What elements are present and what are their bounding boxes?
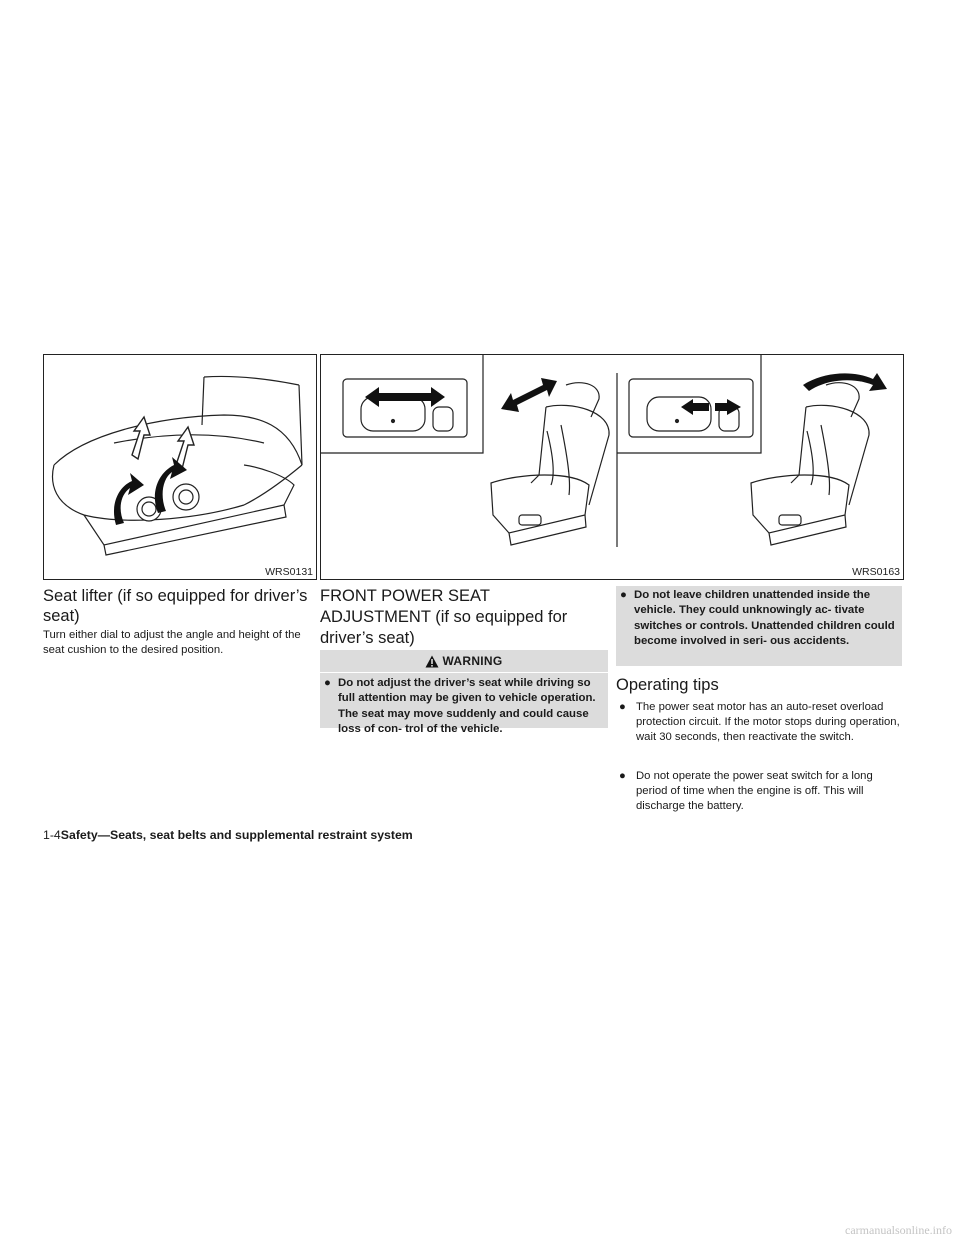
tip-item-1 bbox=[616, 700, 904, 746]
warning-item-1 bbox=[322, 676, 602, 737]
figure-code-left: WRS0131 bbox=[262, 565, 316, 579]
bullet-icon: ● bbox=[619, 770, 626, 782]
seat-lifter-body: Turn either dial to adjust the angle and height of the seat cushion to the desired position. bbox=[43, 629, 301, 657]
warning-box-2 bbox=[616, 586, 902, 666]
warning-header bbox=[320, 650, 608, 673]
seat-lifter-illustration bbox=[44, 355, 316, 579]
figure-code-right: WRS0163 bbox=[849, 565, 903, 579]
tip-text-1: The power seat motor has an auto-reset overload protection circuit. If the motor stops during operation, wait 30 seconds, then reactivate the switch. bbox=[636, 701, 900, 744]
power-seat-illustration bbox=[321, 355, 903, 579]
tip-item-2 bbox=[616, 769, 904, 815]
warning-text-2: Do not leave children unattended inside the vehicle. They could unknowingly ac- tivate switches or controls. Unattended children could become involved in seri- ous accidents. bbox=[634, 589, 895, 647]
warning-triangle-icon bbox=[425, 655, 439, 668]
page-footer bbox=[43, 827, 413, 843]
bullet-icon: ● bbox=[324, 677, 331, 689]
bullet-icon: ● bbox=[619, 701, 626, 713]
power-seat-figure bbox=[320, 354, 904, 580]
warning-box-1 bbox=[320, 650, 608, 735]
page-number: 1-4 bbox=[43, 828, 61, 842]
section-title: Safety—Seats, seat belts and supplemental restraint system bbox=[60, 828, 413, 842]
seat-lifter-figure bbox=[43, 354, 317, 580]
warning-label: WARNING bbox=[442, 654, 503, 668]
power-seat-heading: FRONT POWER SEAT ADJUSTMENT (if so equipped for driver’s seat) bbox=[320, 587, 568, 647]
warning-text-1: Do not adjust the driver’s seat while driving so full attention may be given to vehicle operation. The seat may move suddenly and could cause loss of con- trol of the vehicle. bbox=[338, 677, 596, 735]
watermark[interactable]: carmanualsonline.info bbox=[845, 1223, 952, 1237]
tip-text-2: Do not operate the power seat switch for a long period of time when the engine is off. This will discharge the battery. bbox=[636, 770, 873, 813]
seat-lifter-heading: Seat lifter (if so equipped for driver’s seat) bbox=[43, 587, 308, 625]
operating-tips-heading: Operating tips bbox=[616, 676, 719, 694]
warning-item-2 bbox=[618, 588, 898, 649]
bullet-icon: ● bbox=[620, 589, 627, 601]
